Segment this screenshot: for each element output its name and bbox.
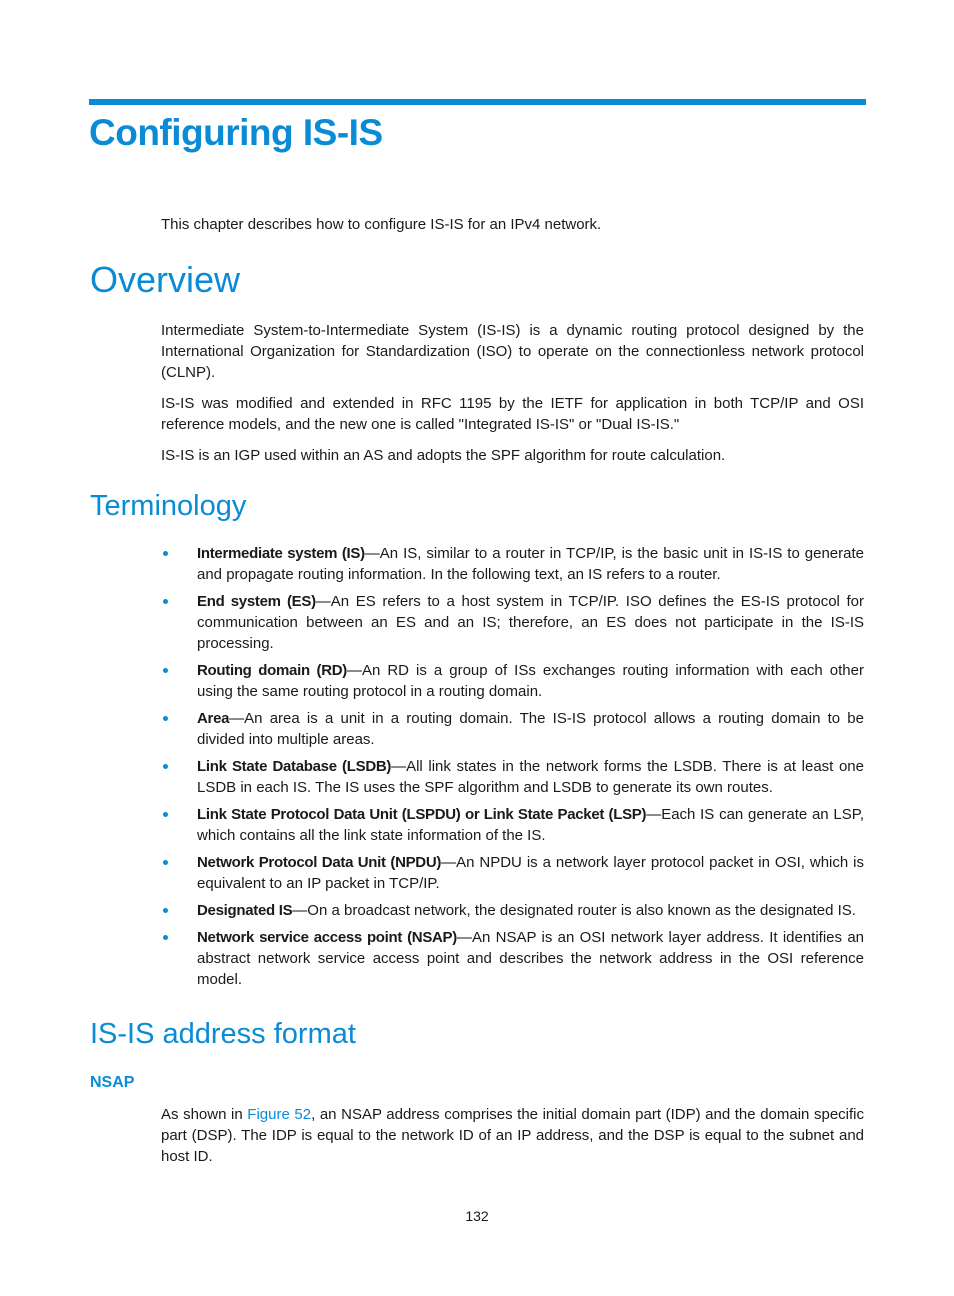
term-definition: —An area is a unit in a routing domain. The IS-IS protocol allows a routing domain to be divided into multiple areas.: [197, 710, 864, 748]
bullet-icon: [163, 668, 168, 673]
term-definition: —An IS, similar to a router in TCP/IP, is the basic unit in IS-IS to generate and propagate routing information. In the following text, an IS refers to a router.: [197, 545, 864, 583]
term-definition: —An NSAP is an OSI network layer address. It identifies an abstract network service access point and describes the network address in the OSI reference model.: [197, 929, 865, 988]
term-label: Link State Database (LSDB): [197, 758, 392, 775]
list-item: [161, 708, 864, 750]
overview-paragraph-2: IS-IS was modified and extended in RFC 1195 by the IETF for application in both TCP/IP and OSI reference models, and the new one is called "Integrated IS-IS" or "Dual IS-IS.": [161, 395, 864, 433]
list-item: [161, 900, 864, 921]
list-item: [161, 804, 864, 846]
list-item: [161, 543, 864, 585]
nsap-paragraph: [161, 1104, 864, 1167]
overview-paragraph-1: Intermediate System-to-Intermediate System (IS-IS) is a dynamic routing protocol designed by the International Organization for Standardization (ISO) to operate on the connectionless network protocol (CLNP).: [161, 322, 864, 381]
bullet-icon: [163, 764, 168, 769]
nsap-text-end: , an NSAP address comprises the initial domain part (IDP) and the domain specific part (DSP). The IDP is equal to the network ID of an IP address, and the DSP is equal to the subnet and host ID.: [161, 1106, 864, 1165]
term-definition: —Each IS can generate an LSP, which contains all the link state information of the IS.: [197, 806, 864, 844]
figure-52-link[interactable]: Figure 52: [247, 1106, 312, 1123]
list-item: [161, 852, 864, 894]
bullet-icon: [163, 908, 168, 913]
term-label: Intermediate system (IS): [197, 545, 365, 562]
term-label: Area: [197, 710, 230, 727]
bullet-icon: [163, 935, 168, 940]
term-definition: —An RD is a group of ISs exchanges routing information with each other using the same routing protocol in a routing domain.: [197, 662, 864, 700]
address-format-heading: IS-IS address format: [90, 1018, 356, 1050]
term-label: Routing domain (RD): [197, 662, 347, 679]
chapter-intro: This chapter describes how to configure IS-IS for an IPv4 network.: [161, 216, 602, 233]
bullet-icon: [163, 716, 168, 721]
list-item: [161, 756, 864, 798]
term-definition: —An NPDU is a network layer protocol packet in OSI, which is equivalent to an IP packet in TCP/IP.: [197, 854, 864, 892]
term-definition: —On a broadcast network, the designated router is also known as the designated IS.: [292, 902, 856, 919]
overview-paragraph-3: IS-IS is an IGP used within an AS and adopts the SPF algorithm for route calculation.: [161, 447, 726, 464]
overview-heading: Overview: [90, 259, 241, 300]
page-number: 132: [465, 1208, 489, 1224]
list-item: [161, 927, 864, 990]
term-definition: —An ES refers to a host system in TCP/IP. ISO defines the ES-IS protocol for communication between an ES and an IS; therefore, an ES does not participate in the IS-IS processing.: [197, 593, 864, 652]
terminology-heading: Terminology: [90, 490, 247, 522]
term-label: End system (ES): [197, 593, 316, 610]
bullet-icon: [163, 599, 168, 604]
terminology-list: [161, 543, 864, 996]
term-label: Network Protocol Data Unit (NPDU): [197, 854, 442, 871]
nsap-text-start: As shown in: [161, 1106, 248, 1123]
term-definition: —All link states in the network forms the LSDB. There is at least one LSDB in each IS. The IS uses the SPF algorithm and LSDB to generate its own routes.: [197, 758, 864, 796]
chapter-title-rule: [89, 99, 866, 105]
term-label: Network service access point (NSAP): [197, 929, 457, 946]
bullet-icon: [163, 551, 168, 556]
chapter-title: Configuring IS-IS: [89, 112, 383, 153]
nsap-heading: NSAP: [90, 1074, 135, 1091]
bullet-icon: [163, 860, 168, 865]
term-label: Designated IS: [197, 902, 293, 919]
list-item: [161, 660, 864, 702]
bullet-icon: [163, 812, 168, 817]
list-item: [161, 591, 864, 654]
term-label: Link State Protocol Data Unit (LSPDU) or Link State Packet (LSP): [197, 806, 647, 823]
